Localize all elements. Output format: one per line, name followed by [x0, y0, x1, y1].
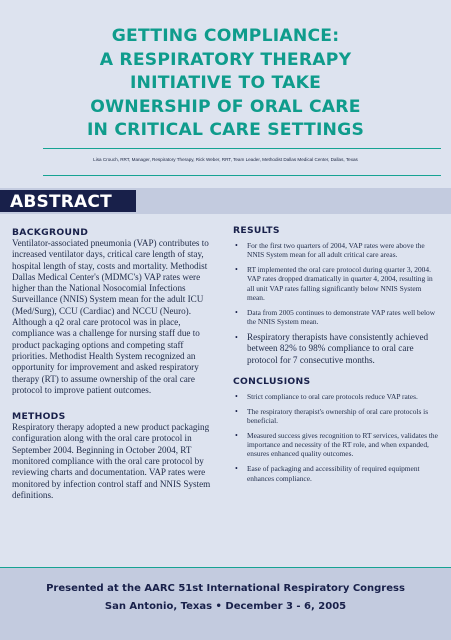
footer-line-2: San Antonio, Texas • December 3 - 6, 2005	[104, 601, 347, 612]
author-line: Lisa Crouch, RRT, Manager, Respiratory Therapy, Rick Weber, RRT, Team Leader, Methodist Dallas Medical Center, Dallas, Texas	[93, 157, 358, 162]
conclusions-list	[233, 392, 439, 483]
list-item: • For the first two quarters of 2004, VAP rates were above the NNIS System mean for all adult critical care areas.	[235, 241, 425, 260]
bullet-icon: •	[235, 406, 238, 416]
list-item: • The respiratory therapist's ownership of oral care protocols is beneficial.	[235, 406, 429, 425]
background-text: Ventilator-associated pneumonia (VAP) contributes to increased ventilator days, critical care length of stay, hospital length of stay, costs and mortality. Methodist Dallas Medical Center's (MDMC's) VAP rates were higher than the National Nosocomial Infections Surveillance (NNIS) System mean for the adult ICU (Med/Surg), CCU (Cardiac) and NCCU (Neuro). Although a q2 oral care protocol was in place, compliance was a challenge for nursing staff due to product packaging options and competing staff priorities. Methodist Health System recognized an opportunity for improvement and asked respiratory therapy (RT) to assume ownership of the oral care protocol to improve patient outcomes.	[12, 238, 209, 395]
title-line: IN CRITICAL CARE SETTINGS	[86, 120, 365, 141]
bullet-icon: •	[235, 391, 238, 401]
title-line: INITIATIVE TO TAKE	[129, 73, 322, 94]
list-item: • Data from 2005 continues to demonstrate VAP rates well below the NNIS System mean.	[235, 307, 436, 327]
list-item: • Respiratory therapists have consistently achieved between 82% to 98% compliance to oral care protocol for 7 consecutive months.	[235, 332, 429, 365]
footer-line-1: Presented at the AARC 51st International Respiratory Congress	[46, 583, 405, 594]
bullet-icon: •	[235, 430, 238, 440]
methods-text: Respiratory therapy adopted a new product packaging configuration along with the oral care protocol in September 2004. Beginning in October 2004, RT monitored compliance with the oral care protocol by reviewing charts and documentation. VAP rates were monitored by infection control staff and NNIS System definitions.	[12, 422, 211, 500]
bullet-icon: •	[235, 333, 238, 343]
results-heading: RESULTS	[233, 225, 280, 236]
results-list	[233, 241, 439, 366]
title-line: OWNERSHIP OF ORAL CARE	[90, 96, 361, 117]
bullet-icon: •	[235, 307, 238, 317]
title-line: GETTING COMPLIANCE:	[111, 26, 340, 46]
right-column	[233, 227, 439, 489]
abstract-heading: ABSTRACT	[10, 192, 112, 212]
list-item: • Ease of packaging and accessibility of required equipment enhances compliance.	[235, 464, 420, 483]
methods-heading: METHODS	[12, 411, 66, 423]
bullet-icon: •	[235, 241, 238, 250]
left-column	[12, 227, 215, 501]
footer-divider	[0, 567, 451, 568]
background-heading: BACKGROUND	[12, 227, 89, 238]
poster-title	[0, 25, 451, 143]
list-item: • Measured success gives recognition to RT services, validates the importance and necessity of the RT role, and when expanded, ensures enhanced quality outcomes.	[235, 430, 438, 459]
title-divider	[43, 148, 441, 149]
bullet-icon: •	[235, 265, 238, 275]
list-item: • RT implemented the oral care protocol during quarter 3, 2004. VAP rates dropped dramatically in quarter 4, 2004, resulting in all unit VAP rates falling significantly below NNIS System mean.	[235, 265, 433, 303]
bullet-icon: •	[235, 464, 238, 474]
author-divider	[43, 175, 441, 176]
list-item: • Strict compliance to oral care protocols reduce VAP rates.	[235, 391, 418, 401]
title-line: A RESPIRATORY THERAPY	[99, 49, 352, 70]
conclusions-heading: CONCLUSIONS	[233, 375, 311, 387]
